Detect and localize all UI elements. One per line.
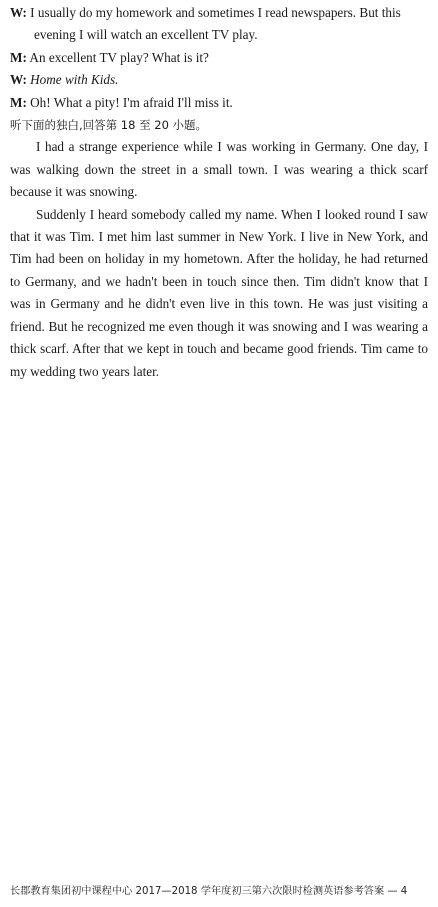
section-instruction: 听下面的独白,回答第 18 至 20 小题。	[10, 118, 208, 133]
dialogue-text: I usually do my homework and sometimes I read newspapers. But this	[30, 5, 401, 20]
dialogue-line-1	[10, 2, 428, 24]
tv-play-title: Home with Kids.	[30, 72, 119, 88]
speaker-label: M:	[10, 94, 27, 110]
document-body	[10, 2, 428, 383]
dialogue-line-1-continuation: evening I will watch an excellent TV play.	[34, 27, 258, 43]
dialogue-text: Oh! What a pity! I'm afraid I'll miss it.	[30, 94, 233, 110]
dialogue-line-2	[10, 47, 428, 69]
dialogue-line-4	[10, 92, 428, 114]
monologue-paragraph-1: I had a strange experience while I was working in Germany. One day, I was walking down the street in a small town. I was wearing a thick scarf because it was snowing.	[10, 139, 428, 200]
monologue-paragraph-2: Suddenly I heard somebody called my name. When I looked round I saw that it was Tim. I met him last summer in New York. I live in New York, and Tim had been on holiday in my hometown. After the holiday, he had returned to Germany, and we hadn't been in touch since then. Tim didn't know that I was in Germany and he didn't even live in this town. He was just visiting a friend. But he recognized me even though it was snowing and I was wearing a thick scarf. After that we kept in touch and became good friends. Tim came to my wedding two years later.	[10, 206, 428, 379]
dialogue-text: An excellent TV play? What is it?	[29, 49, 209, 65]
speaker-label: W:	[10, 72, 27, 88]
speaker-label: W:	[10, 5, 27, 20]
page-footer: 长郡教育集团初中课程中心 2017—2018 学年度初三第六次限时检测英语参考答案 — 4	[10, 886, 408, 897]
speaker-label: M:	[10, 49, 27, 65]
dialogue-line-3	[10, 69, 428, 91]
